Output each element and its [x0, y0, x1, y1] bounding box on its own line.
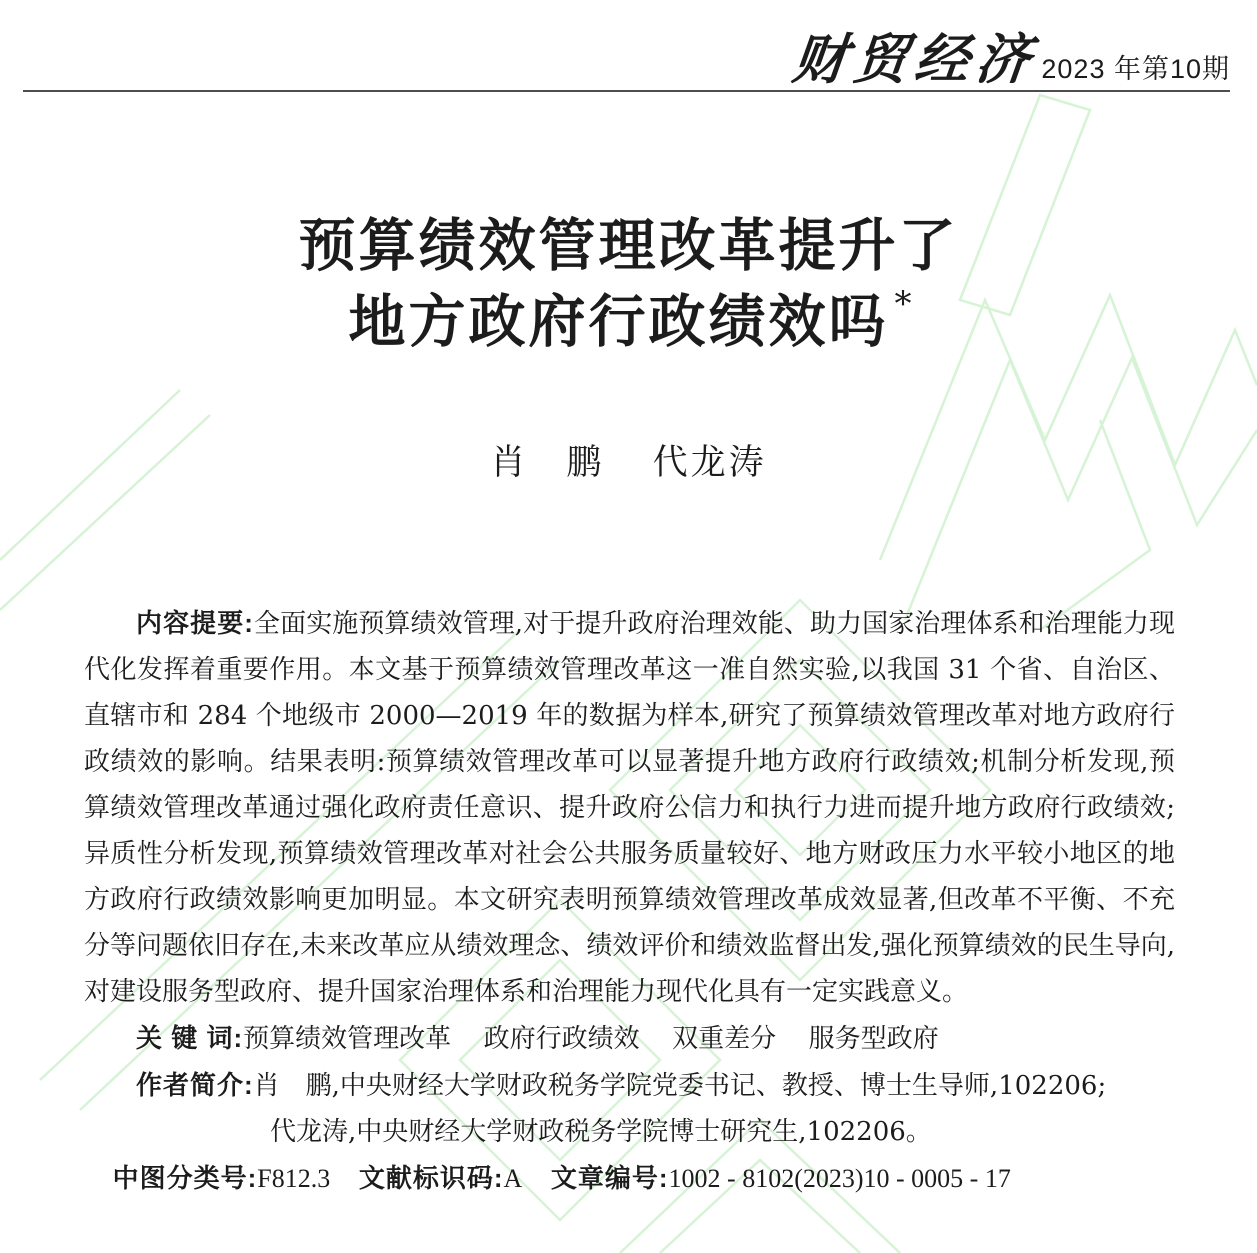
clc-value: F812.3: [257, 1164, 331, 1193]
doc-code-value: A: [503, 1164, 523, 1193]
author-bio-line1: [84, 1062, 1175, 1109]
article-title-line2: [0, 284, 1257, 360]
clc-label: 中图分类号:: [112, 1163, 258, 1193]
keyword-item: 服务型政府: [808, 1024, 939, 1054]
article-title: [0, 208, 1257, 360]
author-line: [0, 442, 1257, 484]
author-bio-label: 作者简介:: [136, 1070, 254, 1100]
issue-label: 2023 年第10期: [1041, 54, 1230, 84]
journal-header: [23, 0, 1230, 92]
journal-logo: 财贸经济: [790, 27, 1041, 91]
author-name: 肖 鹏: [490, 443, 605, 483]
abstract-text: 全面实施预算绩效管理,对于提升政府治理效能、助力国家治理体系和治理能力现代化发挥着重要作用。本文基于预算绩效管理改革这一准自然实验,以我国 31 个省、自治区、直辖市和 284 个地级市 2000—2019 年的数据为样本,研究了预算绩效管理改革对地方政府行政绩效的影响。结果表明:预算绩效管理改革可以显著提升地方政府行政绩效;机制分析发现,预算绩效管理改革通过强化政府责任意识、提升政府公信力和执行力进而提升地方政府行政绩效;异质性分析发现,预算绩效管理改革对社会公共服务质量较好、地方财政压力水平较小地区的地方政府行政绩效影响更加明显。本文研究表明预算绩效管理改革成效显著,但改革不平衡、不充分等问题依旧存在,未来改革应从绩效理念、绩效评价和绩效监督出发,强化预算绩效的民生导向,对建设服务型政府、提升国家治理体系和治理能力现代化具有一定实践意义。: [84, 609, 1175, 1007]
title-footnote-marker: *: [894, 284, 915, 324]
author-bio-line2: 代龙涛,中央财经大学财政税务学院博士研究生,102206。: [270, 1117, 932, 1147]
author-name: 代龙涛: [652, 443, 767, 483]
keyword-item: 预算绩效管理改革: [243, 1024, 452, 1054]
abstract-label: 内容提要:: [136, 608, 254, 638]
doc-code-label: 文献标识码:: [358, 1163, 504, 1193]
keywords-label: 关 键 词:: [136, 1023, 244, 1053]
article-title-line1: 预算绩效管理改革提升了: [298, 214, 959, 278]
keyword-item: 政府行政绩效: [483, 1024, 640, 1054]
abstract-paragraph: [84, 600, 1175, 1015]
keyword-item: 双重差分: [672, 1024, 777, 1054]
keywords-line: [84, 1015, 1175, 1062]
article-title-line2-text: 地方政府行政绩效吗: [348, 290, 889, 354]
classification-line: [84, 1155, 1175, 1202]
article-id-value: 1002 - 8102(2023)10 - 0005 - 17: [668, 1164, 1011, 1193]
front-matter: [84, 600, 1175, 1202]
article-id-label: 文章编号:: [550, 1163, 669, 1193]
author-bio-text1: 肖 鹏,中央财经大学财政税务学院党委书记、教授、博士生导师,102206;: [253, 1071, 1107, 1101]
